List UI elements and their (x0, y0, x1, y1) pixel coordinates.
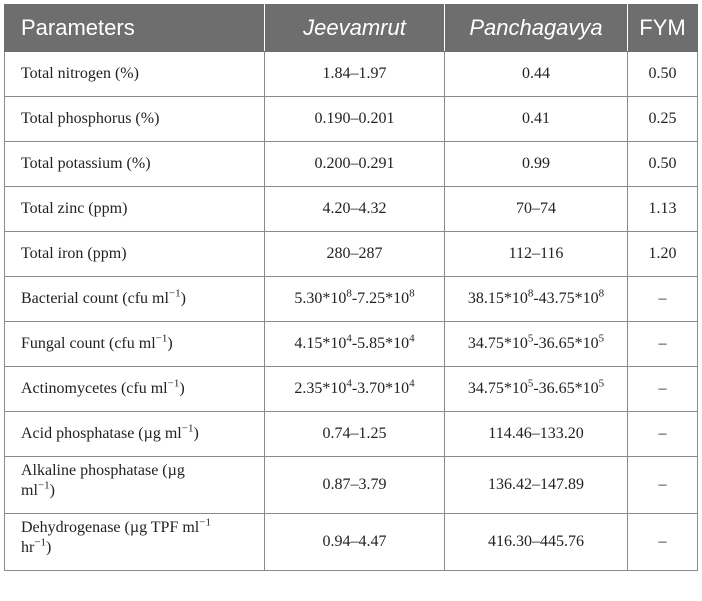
cell-fym: – (628, 412, 698, 457)
cell-fym: – (628, 367, 698, 412)
table-row (5, 457, 698, 514)
cell-jeevamrut: $5.30*10^8-7.25*10^8$ (265, 277, 445, 322)
cell-panchagavya: 0.44 (445, 52, 628, 97)
table-row (5, 52, 698, 97)
table-row (5, 514, 698, 571)
cell-fym: – (628, 277, 698, 322)
cell-fym: 0.25 (628, 97, 698, 142)
cell-jeevamrut: 0.200–0.291 (265, 142, 445, 187)
cell-parameter: Total potassium (%) (5, 142, 265, 187)
header-panchagavya: Panchagavya (445, 5, 628, 52)
cell-jeevamrut: 1.84–1.97 (265, 52, 445, 97)
cell-parameter: Total iron (ppm) (5, 232, 265, 277)
cell-panchagavya: 114.46–133.20 (445, 412, 628, 457)
cell-panchagavya: 136.42–147.89 (445, 457, 628, 514)
cell-fym: 0.50 (628, 142, 698, 187)
header-parameters: Parameters (5, 5, 265, 52)
cell-panchagavya: 112–116 (445, 232, 628, 277)
parameters-table (4, 4, 698, 571)
table-row (5, 367, 698, 412)
header-jeevamrut: Jeevamrut (265, 5, 445, 52)
cell-fym: – (628, 322, 698, 367)
table-header-row (5, 5, 698, 52)
cell-fym: 1.13 (628, 187, 698, 232)
cell-parameter: Acid phosphatase (µg $ml^{-1}$) (5, 412, 265, 457)
cell-jeevamrut: 0.94–4.47 (265, 514, 445, 571)
cell-jeevamrut: 4.20–4.32 (265, 187, 445, 232)
table-row (5, 277, 698, 322)
cell-parameter: Total phosphorus (%) (5, 97, 265, 142)
cell-parameter: Dehydrogenase (µg TPF $ml^{-1}$ $hr^{-1}$) (5, 514, 265, 571)
cell-fym: 0.50 (628, 52, 698, 97)
cell-parameter: Fungal count (cfu $ml^{-1}$) (5, 322, 265, 367)
table-row (5, 232, 698, 277)
cell-panchagavya: 70–74 (445, 187, 628, 232)
cell-panchagavya: 0.41 (445, 97, 628, 142)
cell-jeevamrut: 0.190–0.201 (265, 97, 445, 142)
cell-jeevamrut: $4.15*10^4-5.85*10^4$ (265, 322, 445, 367)
cell-jeevamrut: $2.35*10^4-3.70*10^4$ (265, 367, 445, 412)
table-row (5, 142, 698, 187)
cell-panchagavya: $34.75*10^5-36.65*10^5$ (445, 367, 628, 412)
cell-fym: 1.20 (628, 232, 698, 277)
cell-parameter: Bacterial count (cfu $ml^{-1}$) (5, 277, 265, 322)
data-table-container (4, 4, 697, 571)
cell-panchagavya: $38.15*10^8-43.75*10^8$ (445, 277, 628, 322)
cell-panchagavya: 416.30–445.76 (445, 514, 628, 571)
cell-fym: – (628, 457, 698, 514)
cell-fym: – (628, 514, 698, 571)
cell-parameter: Alkaline phosphatase (µg $ml^{-1}$) (5, 457, 265, 514)
table-row (5, 412, 698, 457)
table-row (5, 97, 698, 142)
cell-parameter: Total nitrogen (%) (5, 52, 265, 97)
cell-jeevamrut: 0.87–3.79 (265, 457, 445, 514)
header-fym: FYM (628, 5, 698, 52)
cell-jeevamrut: 280–287 (265, 232, 445, 277)
cell-parameter: Total zinc (ppm) (5, 187, 265, 232)
table-row (5, 322, 698, 367)
cell-jeevamrut: 0.74–1.25 (265, 412, 445, 457)
cell-panchagavya: 0.99 (445, 142, 628, 187)
table-row (5, 187, 698, 232)
cell-parameter: Actinomycetes (cfu $ml^{-1}$) (5, 367, 265, 412)
cell-panchagavya: $34.75*10^5-36.65*10^5$ (445, 322, 628, 367)
